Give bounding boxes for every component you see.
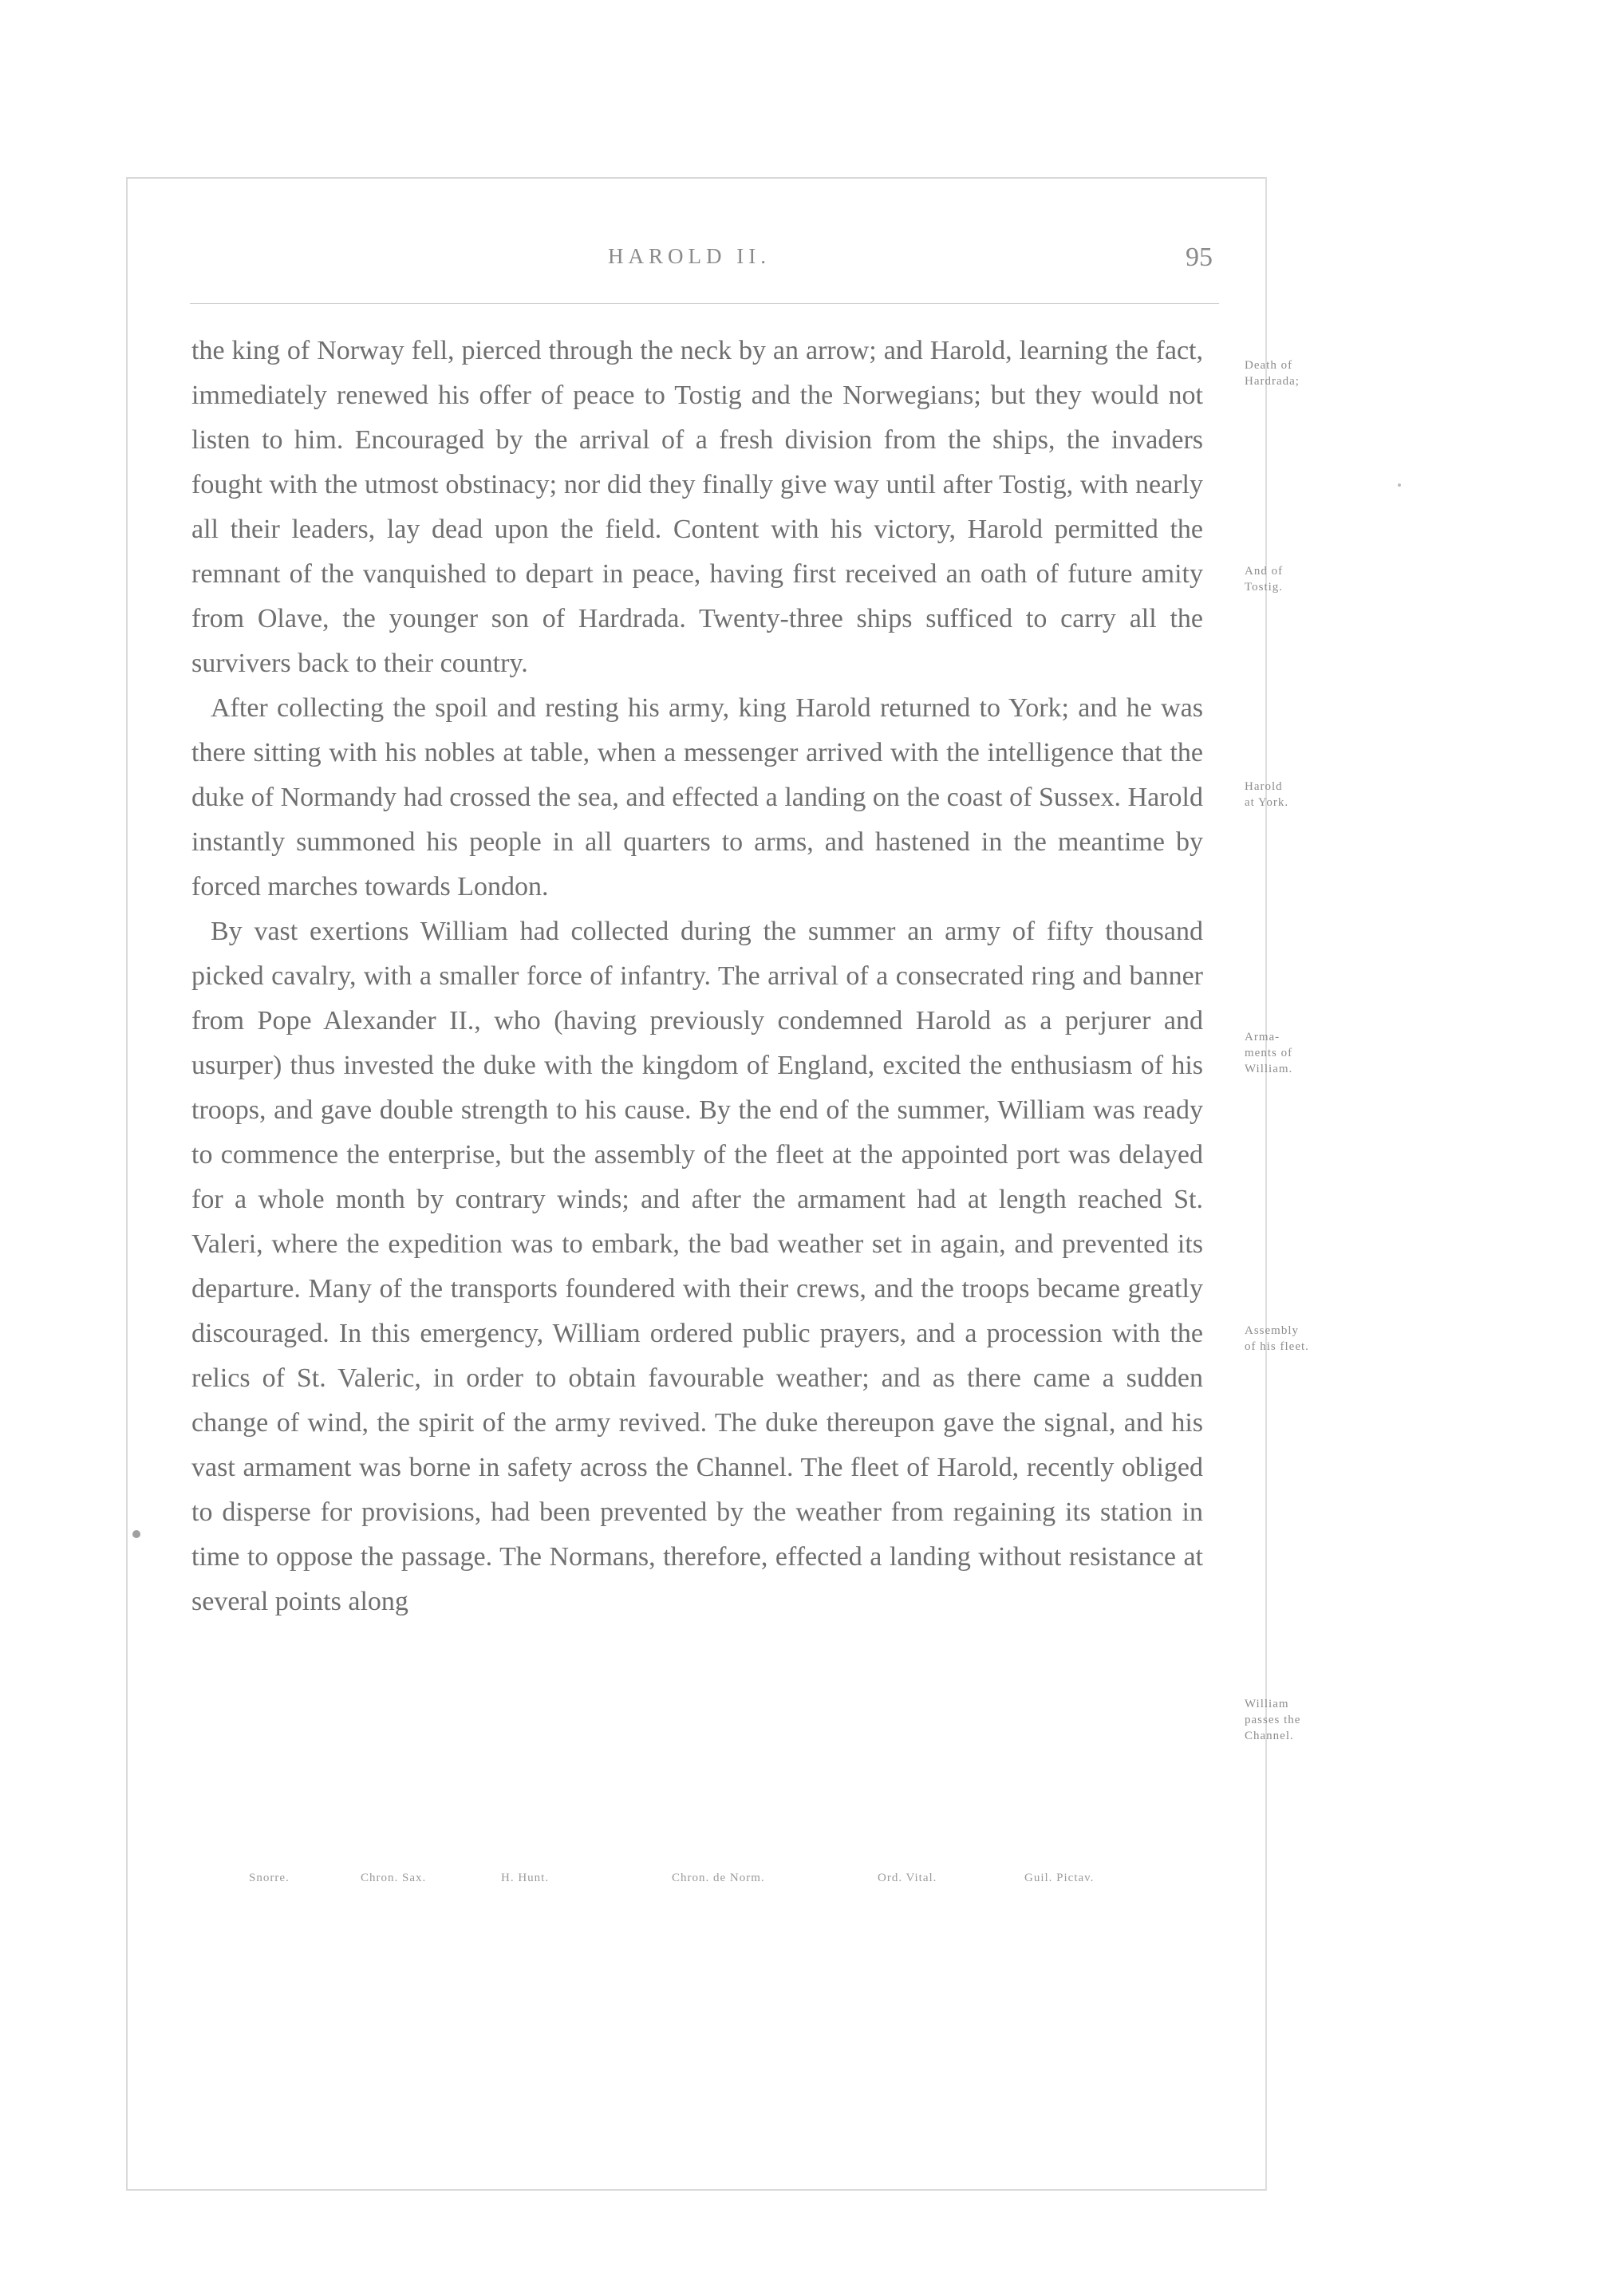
page-frame-right-edge	[1265, 177, 1267, 2191]
margin-note-william-passes-channel	[1245, 1696, 1396, 1744]
running-title: HAROLD II.	[608, 244, 771, 268]
margin-note-death-of-hardrada	[1245, 357, 1396, 389]
margin-note-line: And of	[1245, 565, 1284, 578]
body-text	[191, 329, 1203, 1624]
margin-note-line: Harold	[1245, 780, 1283, 793]
margin-note-line: at York.	[1245, 796, 1289, 809]
margin-note-harold-at-york	[1245, 779, 1396, 811]
footnote-source: Chron. de Norm.	[672, 1872, 765, 1884]
margin-note-and-of-tostig	[1245, 563, 1396, 595]
margin-note-line: Hardrada;	[1245, 375, 1300, 388]
paragraph-2: After collecting the spoil and resting his army, king Harold returned to York; and he was there sitting with his nobles at table, when a messenger arrived with the intelligence that the duke of Normandy had crossed the sea, and effected a landing on the coast of Sussex. Harold instantly summoned his people in all quarters to arms, and hastened in the meantime by forced marches towards London.	[191, 693, 1203, 901]
margin-note-line: Death of	[1245, 359, 1293, 372]
margin-note-line: of his fleet.	[1245, 1340, 1309, 1353]
footnote-source: Chron. Sax.	[361, 1872, 427, 1884]
margin-note-line: passes the	[1245, 1714, 1301, 1726]
footnote-source: Snorre.	[249, 1872, 290, 1884]
margin-note-line: Assembly	[1245, 1324, 1299, 1337]
margin-note-line: Channel.	[1245, 1730, 1294, 1742]
margin-ink-mark	[132, 1530, 140, 1538]
margin-note-line: William.	[1245, 1063, 1293, 1075]
margin-note-armaments-of-william	[1245, 1029, 1396, 1077]
margin-note-line: ments of	[1245, 1047, 1293, 1059]
margin-note-line: Tostig.	[1245, 581, 1284, 594]
footnote-source: Ord. Vital.	[878, 1872, 937, 1884]
running-head	[152, 239, 1227, 287]
margin-ink-speck	[1398, 483, 1401, 487]
footnote-source: H. Hunt.	[501, 1872, 550, 1884]
footnote-source: Guil. Pictav.	[1024, 1872, 1095, 1884]
margin-note-line: William	[1245, 1698, 1289, 1710]
head-rule	[190, 303, 1219, 304]
margin-note-line: Arma-	[1245, 1031, 1280, 1043]
page-number: 95	[1186, 243, 1213, 272]
paragraph-1: the king of Norway fell, pierced through the neck by an arrow; and Harold, learning the fact, immediately renewed his offer of peace to Tostig and the Norwegians; but they would not listen to him. Encouraged by the arrival of a fresh division from the ships, the invaders fought with the utmost obstinacy; nor did they finally give way until after Tostig, with nearly all their leaders, lay dead upon the field. Content with his victory, Harold permitted the remnant of the vanquished to depart in peace, having first received an oath of future amity from Olave, the younger son of Hardrada. Twenty-three ships sufficed to carry all the survivers back to their country.	[191, 336, 1203, 678]
footnote-sources	[249, 1872, 1206, 1896]
paragraph-3: By vast exertions William had collected during the summer an army of fifty thousand picked cavalry, with a smaller force of infantry. The arrival of a consecrated ring and banner from Pope Alexander II., who (having previously condemned Harold as a perjurer and usurper) thus invested the duke with the kingdom of England, excited the enthusiasm of his troops, and gave double strength to his cause. By the end of the summer, William was ready to commence the enterprise, but the assembly of the fleet at the appointed port was delayed for a whole month by contrary winds; and after the armament had at length reached St. Valeri, where the expedition was to embark, the bad weather set in again, and prevented its departure. Many of the transports foundered with their crews, and the troops became greatly discouraged. In this emergency, William ordered public prayers, and a procession with the relics of St. Valeric, in order to obtain favourable weather; and as there came a sudden change of wind, the spirit of the army revived. The duke thereupon gave the signal, and his vast armament was borne in safety across the Channel. The fleet of Harold, recently obliged to disperse for provisions, had been prevented by the weather from regaining its station in time to oppose the passage. The Normans, therefore, effected a landing without resistance at several points along	[191, 917, 1203, 1616]
margin-note-assembly-of-fleet	[1245, 1323, 1396, 1355]
